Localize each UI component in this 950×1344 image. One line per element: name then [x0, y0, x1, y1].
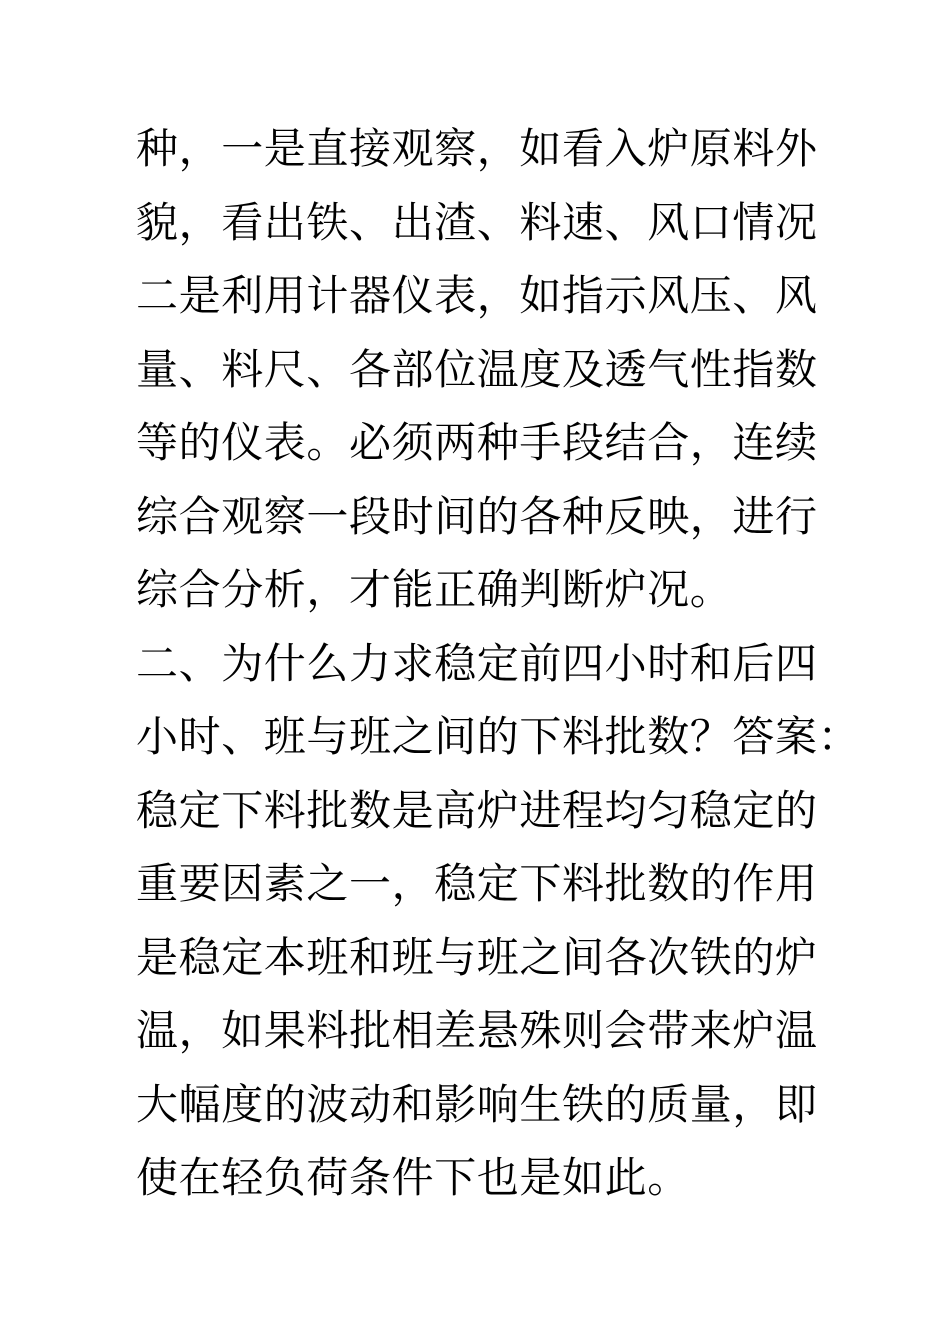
answer-line: 重要因素之一，稳定下料批数的作用 — [136, 859, 818, 908]
text-line: 貌，看出铁、出渣、料速、风口情况 — [136, 197, 818, 247]
question-heading-line: 二、为什么力求稳定前四小时和后四 — [136, 638, 818, 688]
text-line: 量、料尺、各部位温度及透气性指数 — [136, 344, 818, 394]
answer-line: 大幅度的波动和影响生铁的质量，即 — [136, 1079, 818, 1129]
text-line: 二是利用计器仪表，如指示风压、风 — [136, 271, 818, 320]
text-line: 综合观察一段时间的各种反映，进行 — [136, 491, 818, 541]
question-heading-line: 小时、班与班之间的下料批数？答案： — [136, 712, 861, 761]
text-line: 等的仪表。必须两种手段结合，连续 — [136, 418, 818, 467]
answer-line: 稳定下料批数是高炉进程均匀稳定的 — [136, 785, 818, 835]
text-line: 综合分析，才能正确判断炉况。 — [136, 565, 733, 614]
answer-line: 使在轻负荷条件下也是如此。 — [136, 1153, 690, 1202]
text-line: 种，一是直接观察，如看入炉原料外 — [136, 124, 818, 173]
body-text — [136, 112, 861, 1215]
answer-line: 温，如果料批相差悬殊则会带来炉温 — [136, 1006, 818, 1055]
answer-line: 是稳定本班和班与班之间各次铁的炉 — [136, 932, 818, 982]
